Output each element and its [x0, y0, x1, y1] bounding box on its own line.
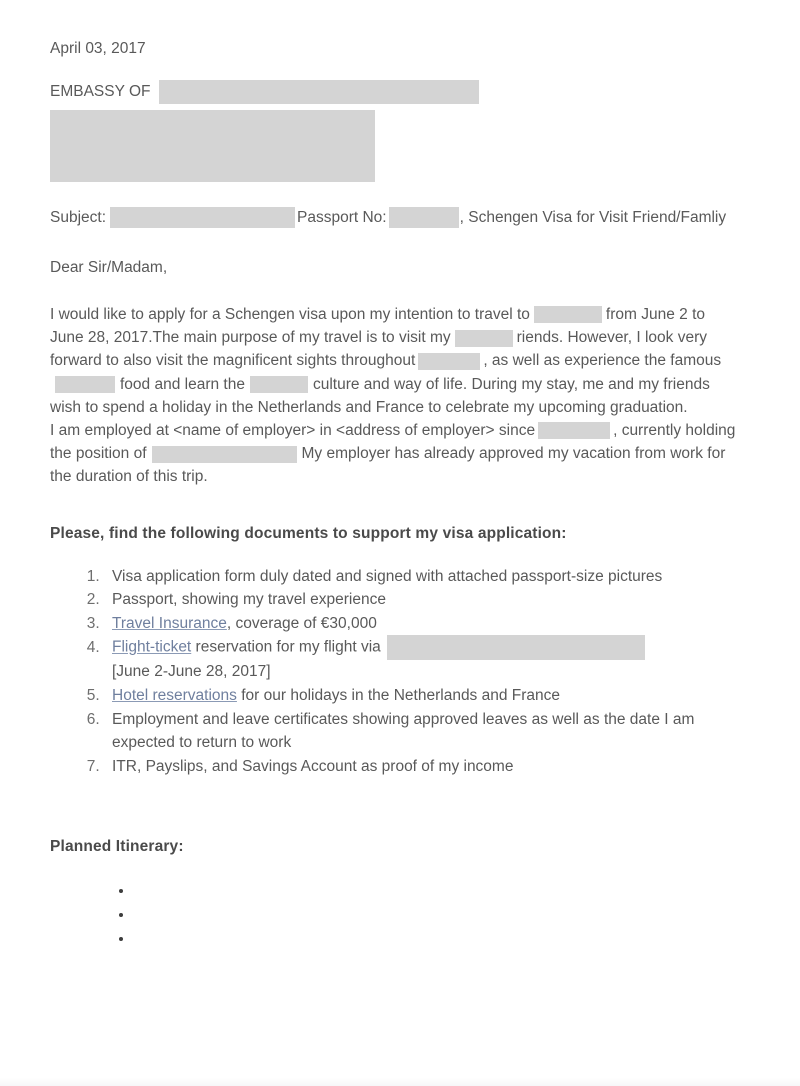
travel-insurance-link[interactable]: Travel Insurance [112, 614, 227, 632]
document-item-text: ITR, Payslips, and Savings Account as proof of my income [112, 757, 514, 775]
para2-segment-3: My employer has already approved my vacation from work for the duration of this trip. [50, 445, 726, 486]
list-item [104, 635, 740, 684]
redaction-job-position [152, 446, 297, 463]
list-item [134, 882, 740, 906]
document-item-text: for our holidays in the Netherlands and France [236, 687, 561, 704]
document-item-text: Passport, showing my travel experience [112, 591, 386, 609]
page-bottom-edge [0, 1078, 800, 1086]
list-item [134, 930, 740, 954]
redaction-culture [250, 376, 308, 393]
salutation: Dear Sir/Madam, [50, 259, 168, 276]
document-item-text: Visa application form duly dated and signed with attached passport-size pictures [112, 567, 663, 585]
list-item [104, 755, 740, 779]
para2-segment-2: , currently holding the position of [50, 422, 736, 463]
redaction-friend-nationality [455, 330, 513, 347]
redaction-applicant-name [110, 207, 295, 228]
redaction-cuisine [55, 376, 115, 393]
subject-passport-label: Passport No: [297, 209, 387, 226]
list-item [104, 708, 740, 755]
itinerary-list [50, 882, 740, 954]
redaction-passport-number [389, 207, 459, 228]
para1-segment-5: food and learn the [120, 375, 245, 393]
redaction-employment-start-date [538, 422, 610, 439]
para1-segment-6: culture and way of life. During my stay, me and my friends wish to spend a holiday in the Netherlands and France to celebrate my upcoming graduation. [50, 375, 710, 416]
documents-heading: Please, find the following documents to support my visa application: [50, 524, 567, 542]
letter-body [50, 38, 740, 954]
para1-segment-2: from June 2 to June 28, 2017.The main purpose of my travel is to visit my [50, 306, 705, 347]
itinerary-heading: Planned Itinerary: [50, 838, 184, 856]
redaction-country-sights [418, 353, 480, 370]
paragraph-purpose [50, 303, 740, 419]
para2-segment-1: I am employed at <name of employer> in <address of employer> since [50, 422, 536, 440]
document-item-text: reservation for my flight via [191, 639, 381, 656]
flight-ticket-link[interactable]: Flight-ticket [112, 639, 192, 656]
para1-segment-4: , as well as experience the famous [483, 352, 722, 370]
document-item-text: Employment and leave certificates showing approved leaves as well as the date I am expected to return to work [112, 710, 695, 752]
para1-segment-1: I would like to apply for a Schengen visa upon my intention to travel to [50, 306, 530, 323]
list-item [104, 565, 740, 589]
subject-line [50, 206, 740, 229]
list-item [134, 906, 740, 930]
list-item [104, 588, 740, 612]
embassy-line [50, 80, 740, 104]
letter-date: April 03, 2017 [50, 40, 146, 57]
redaction-flight-route [387, 635, 645, 660]
list-item [104, 684, 740, 708]
flight-dates-text: [June 2-June 28, 2017] [112, 663, 271, 681]
para1-segment-3: riends. However, I look very forward to also visit the magnificent sights throughout [50, 329, 707, 370]
document-item-text: , coverage of €30,000 [226, 614, 377, 632]
supporting-documents-list [50, 565, 740, 779]
redaction-embassy-name [159, 80, 479, 104]
paragraph-employment [50, 419, 740, 489]
subject-label: Subject: [50, 209, 107, 226]
subject-separator: , [459, 209, 464, 226]
list-item [104, 612, 740, 636]
redaction-destination-country [534, 306, 602, 323]
hotel-reservations-link[interactable]: Hotel reservations [112, 687, 237, 704]
embassy-label: EMBASSY OF [50, 83, 151, 100]
redaction-embassy-address [50, 110, 375, 182]
subject-tail: Schengen Visa for Visit Friend/Famliy [468, 209, 727, 226]
